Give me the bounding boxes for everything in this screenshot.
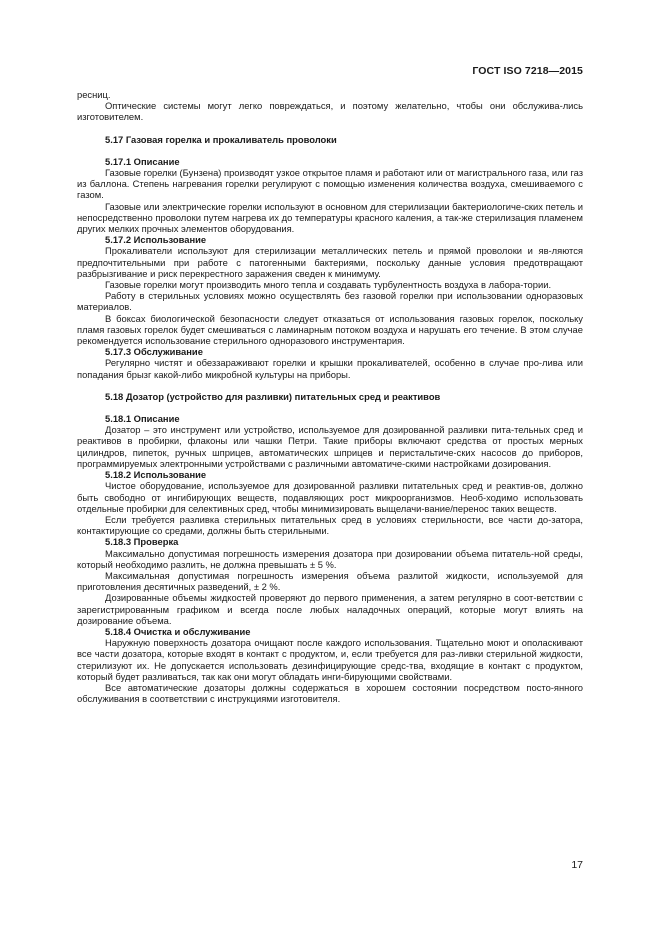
paragraph: Максимальная допустимая погрешность измерения объема разлитой жидкости, используемой для приготовления десятичных разведений, ± 2 %. bbox=[77, 569, 583, 593]
subsection-heading-5-17-1: 5.17.1 Описание bbox=[105, 155, 180, 167]
subsection-heading-5-18-2: 5.18.2 Использование bbox=[105, 469, 207, 481]
section-heading-5-18: 5.18 Дозатор (устройство для разливки) питательных сред и реактивов bbox=[105, 390, 441, 402]
paragraph: В боксах биологической безопасности следует отказаться от использования газовых горелок, поскольку пламя газовых горелок будет смешиваться с ламинарным потоком воздуха и нарушать его течение. В этом случае рекомендуется использование стерильного одноразового инструментария. bbox=[77, 312, 583, 347]
subsection-heading-5-17-3: 5.17.3 Обслуживание bbox=[105, 346, 203, 358]
paragraph: Оптические системы могут легко повреждаться, и поэтому желательно, чтобы они обслужива-лись изготовителем. bbox=[77, 100, 583, 123]
paragraph: Максимально допустимая погрешность измерения дозатора при дозировании объема питатель-ной среды, который необходимо разлить, не должна превышать ± 5 %. bbox=[77, 547, 583, 570]
section-heading-5-17: 5.17 Газовая горелка и прокаливатель проволоки bbox=[105, 133, 337, 145]
paragraph: Газовые горелки (Бунзена) производят узкое открытое пламя и работают или от магистрального газа, или газ из баллона. Степень нагревания горелки регулируют с помощью изменения количества воздуха, смешиваемого с газом. bbox=[77, 167, 584, 201]
subsection-heading-5-18-3: 5.18.3 Проверка bbox=[105, 536, 179, 548]
paragraph: Дозатор – это инструмент или устройство, используемое для дозированной разливки пита-тельных сред и реактивов в пробирки, флаконы или чашки Петри. Такие приборы включают средства от простых мерных цилиндров, пипеток, ручных шприцев, автоматических шприцев и перистальтиче-ских насосов до приборов, программируемых электронными устройствами с различными автоматиче-скими настройками дозирования. bbox=[77, 424, 583, 469]
document-id-header: ГОСТ ISO 7218—2015 bbox=[472, 65, 583, 77]
paragraph: Регулярно чистят и обеззараживают горелки и крышки прокаливателей, особенно в случае про-лива или попадания брызг какой-либо микробной культуры на приборы. bbox=[77, 357, 583, 380]
document-body bbox=[77, 89, 583, 704]
subsection-heading-5-18-4: 5.18.4 Очистка и обслуживание bbox=[105, 625, 251, 637]
paragraph: Все автоматические дозаторы должны содержаться в хорошем состоянии посредством посто-янного обслуживания в соответствии с инструкциями изготовителя. bbox=[77, 681, 583, 705]
paragraph: Если требуется разливка стерильных питательных сред в условиях стерильности, все части до-затора, контактирующие со средами, должны быть стерильными. bbox=[77, 513, 583, 537]
paragraph: Работу в стерильных условиях можно осуществлять без газовой горелки при использовании одноразовых материалов. bbox=[77, 290, 583, 313]
subsection-heading-5-17-2: 5.17.2 Использование bbox=[105, 234, 207, 246]
paragraph: Газовые горелки могут производить много тепла и создавать турбулентность воздуха в лабора-тории. bbox=[105, 279, 552, 291]
paragraph: Прокаливатели используют для стерилизации металлических петель и прямой проволоки и яв-ляются предпочтительными при работе с патогенными бактериями, поскольку данные условия предотвращают разбрызгивание и риск перекрестного заражения сведен к минимуму. bbox=[77, 245, 583, 279]
paragraph: Чистое оборудование, используемое для дозированной разливки питательных сред и реактив-ов, должно быть свободно от ингибирующих веществ, подавляющих рост микроорганизмов. Необ-ходимо использовать отдельные пробирки для селективных сред, чтобы минимизировать выщелачи-вание/перенос таких веществ. bbox=[77, 480, 583, 514]
paragraph: Дозированные объемы жидкостей проверяют до первого применения, а затем регулярно в соот-ветствии с зарегистрированным графиком и всегда после любых наладочных операций, которые могут влиять на дозирование объема. bbox=[77, 592, 583, 626]
paragraph: ресниц. bbox=[77, 89, 111, 100]
paragraph: Газовые или электрические горелки используют в основном для стерилизации бактериологиче-ских петель и непосредственно проволоки путем нагрева их до температуры красного каления, а так-же стерилизация пламенем других мелких прочных элементов оборудования. bbox=[77, 200, 583, 235]
subsection-heading-5-18-1: 5.18.1 Описание bbox=[105, 413, 180, 425]
page-number: 17 bbox=[571, 859, 583, 871]
paragraph: Наружную поверхность дозатора очищают после каждого использования. Тщательно моют и ополаскивают все части дозатора, которые входят в контакт с продуктом, и, если требуется для раз-ливки стерильной жидкости, стерилизуют их. Не допускается использовать дезинфицирующие средс-тва, входящие в контакт с продуктом, который будет разливаться, так как они могут обладать инги-бирующими свойствами. bbox=[77, 637, 583, 682]
